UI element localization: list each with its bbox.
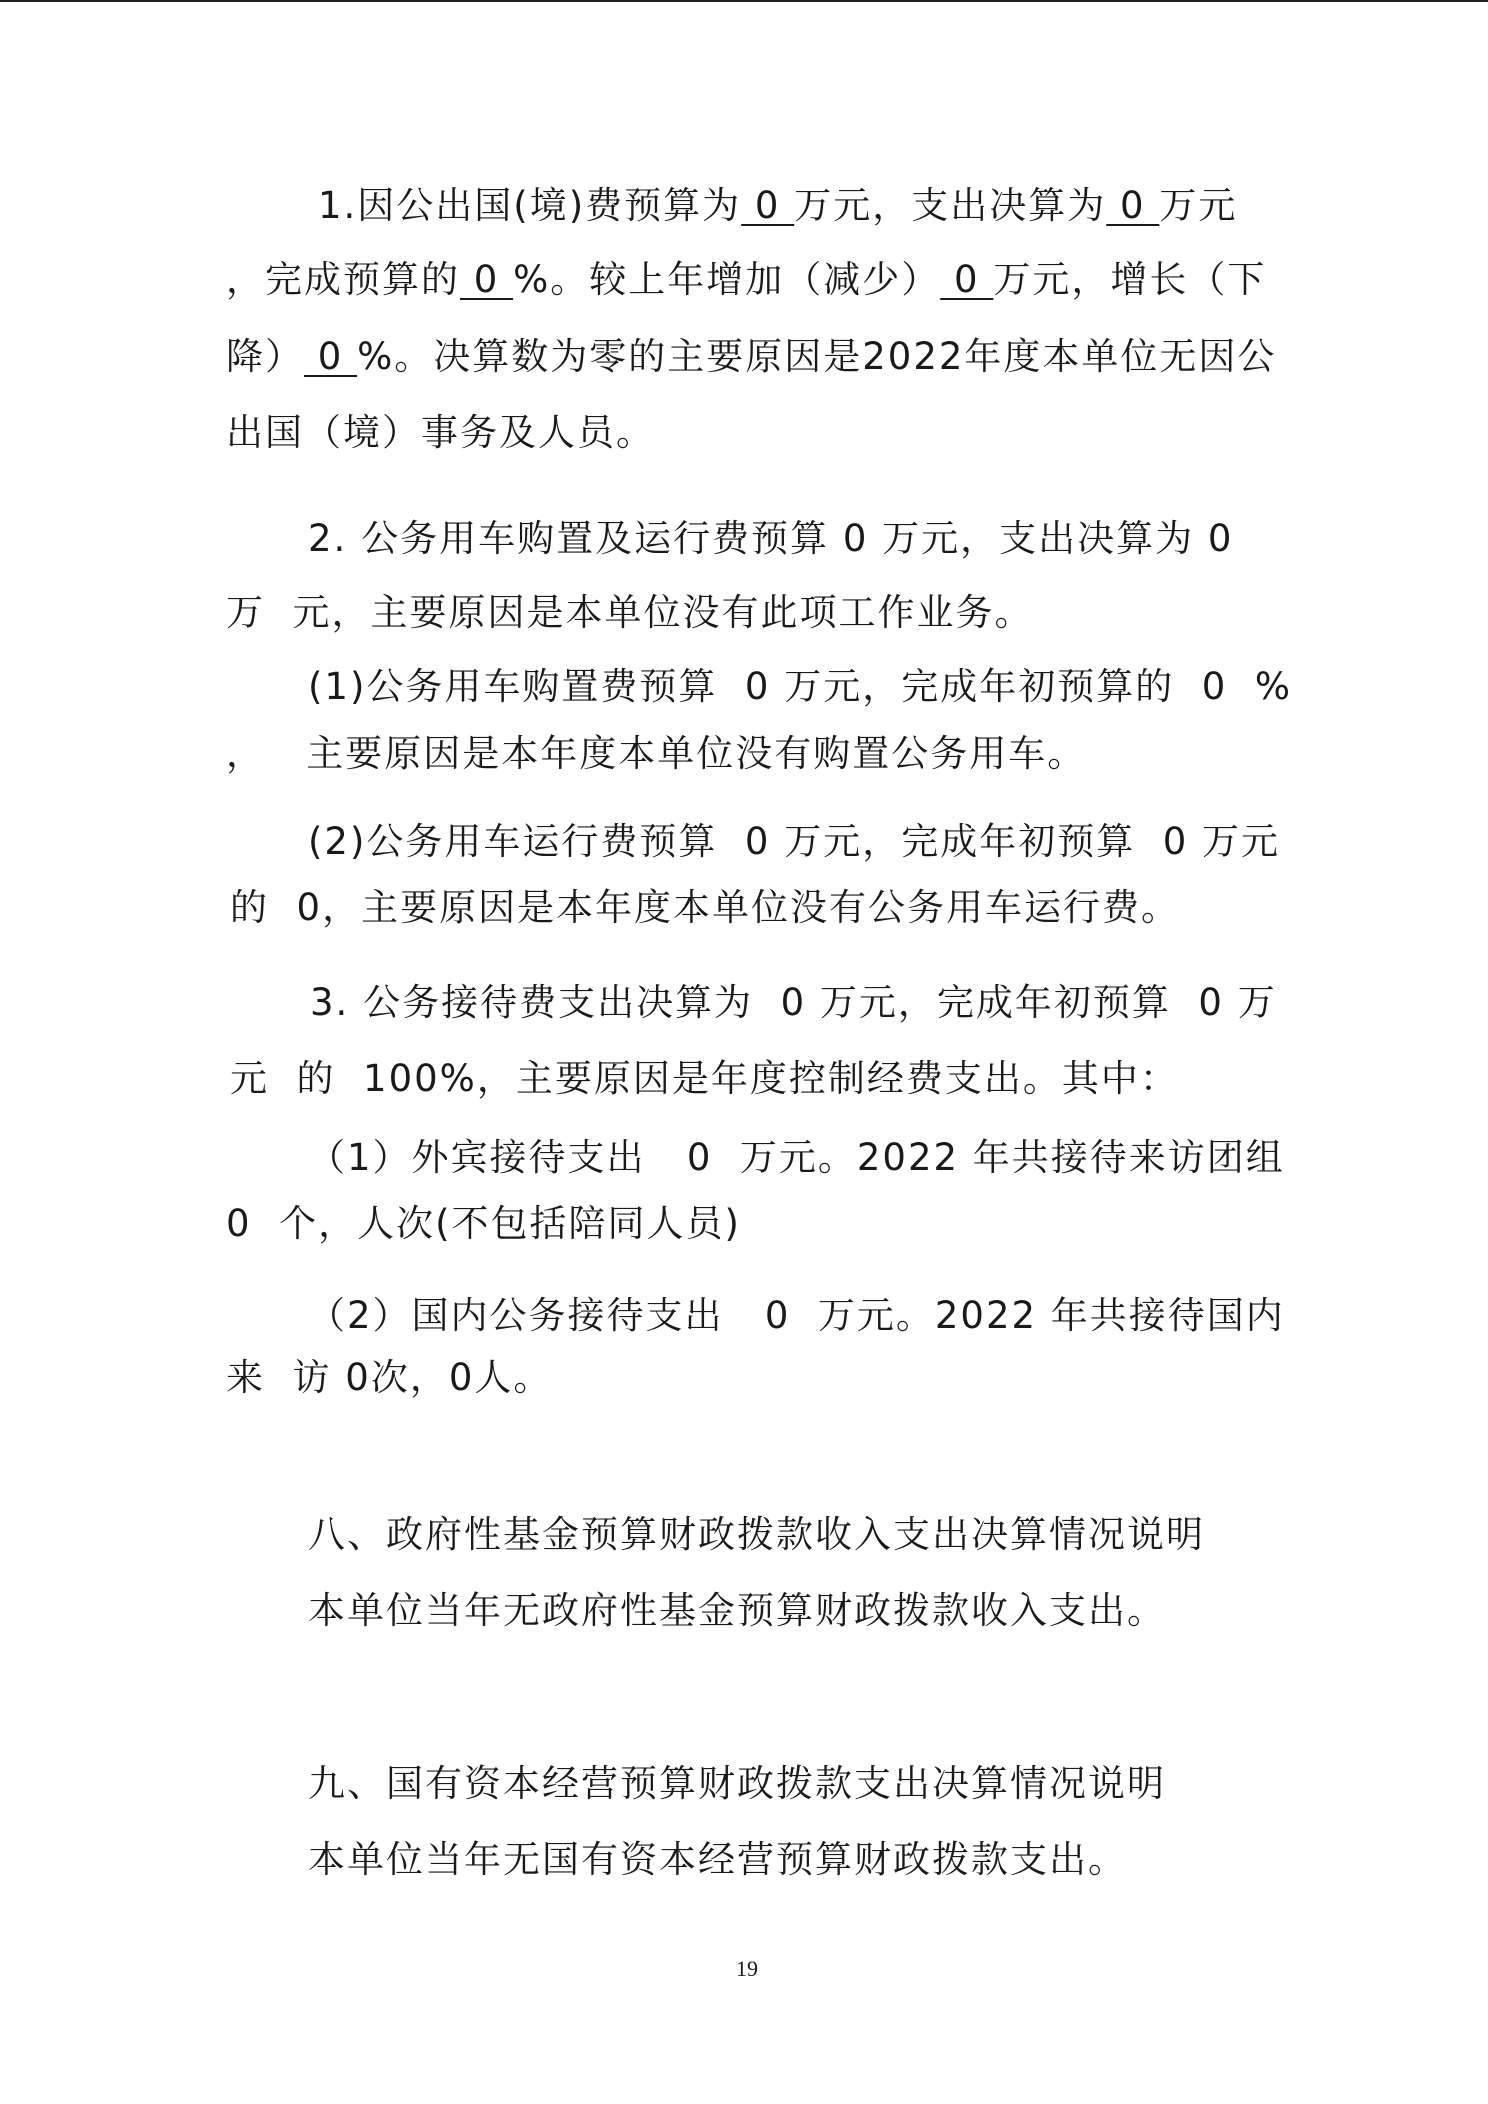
underlined-value: 0 (940, 258, 994, 301)
section8-body: 本单位当年无政府性基金预算财政拨款收入支出。 (308, 1589, 1166, 1632)
item3-line2: 元 的 100%，主要原因是年度控制经费支出。其中： (230, 1057, 1179, 1100)
text-run: %。较上年增加（减少） (513, 258, 941, 301)
item1-line3 (226, 333, 1276, 381)
text-run: 降） (226, 335, 304, 378)
text-run: ，完成预算的 (226, 258, 460, 301)
page-number: 19 (736, 1956, 758, 1981)
item3-sub1-line1: （1）外宾接待支出 0 万元。2022 年共接待来访团组 (308, 1136, 1285, 1179)
item2-sub1-line2: ， 主要原因是本年度本单位没有购置公务用车。 (226, 732, 1087, 775)
item2-line2: 万 元，主要原因是本单位没有此项工作业务。 (226, 591, 1034, 634)
section8-heading: 八、政府性基金预算财政拨款收入支出决算情况说明 (308, 1513, 1205, 1556)
item2-line1: 2. 公务用车购置及运行费预算 0 万元，支出决算为 0 (308, 517, 1234, 560)
item3-line1: 3. 公务接待费支出决算为 0 万元，完成年初预算 0 万 (310, 981, 1277, 1024)
item2-sub2-line1: (2)公务用车运行费预算 0 万元，完成年初预算 0 万元 (308, 820, 1281, 863)
item1-line4: 出国（境）事务及人员。 (226, 411, 655, 454)
item1-line1 (318, 182, 1237, 230)
text-run: 万元，支出决算为 (794, 184, 1107, 227)
section9-body: 本单位当年无国有资本经营预算财政拨款支出。 (308, 1838, 1127, 1881)
text-run: 万元 (1159, 184, 1238, 227)
underlined-value: 0 (1106, 184, 1160, 227)
top-border (0, 0, 1488, 2)
text-run: 万元，增长（下 (993, 258, 1267, 301)
text-run: 1.因公出国(境)费预算为 (318, 184, 742, 227)
item2-sub2-line2: 的 0，主要原因是本年度本单位没有公务用车运行费。 (230, 886, 1181, 929)
underlined-value: 0 (460, 258, 514, 301)
item2-sub1-line1: (1)公务用车购置费预算 0 万元，完成年初预算的 0 % (308, 665, 1292, 708)
item1-line2 (226, 256, 1266, 304)
item3-sub2-line1: （2）国内公务接待支出 0 万元。2022 年共接待国内 (308, 1294, 1285, 1337)
section9-heading: 九、国有资本经营预算财政拨款支出决算情况说明 (308, 1762, 1166, 1805)
underlined-value: 0 (304, 335, 358, 378)
underlined-value: 0 (741, 184, 795, 227)
item3-sub2-line2: 来 访 0次，0人。 (226, 1356, 553, 1399)
text-run: %。决算数为零的主要原因是2022年度本单位无因公 (357, 335, 1277, 378)
item3-sub1-line2: 0 个，人次(不包括陪同人员) (226, 1202, 741, 1245)
